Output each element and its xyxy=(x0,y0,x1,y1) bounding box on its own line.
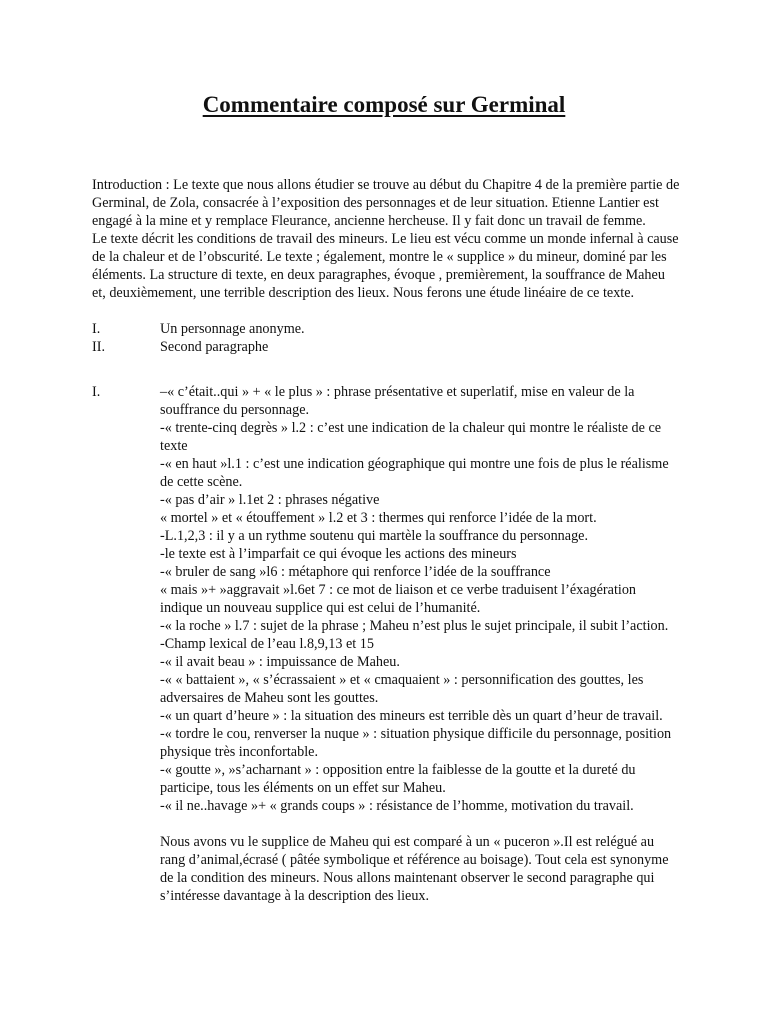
outline-list xyxy=(92,320,682,356)
analysis-item: -« un quart d’heure » : la situation des mineurs est terrible dès un quart d’heur de travail. xyxy=(160,708,663,724)
outline-number: II. xyxy=(92,339,105,355)
analysis-item: « mais »+ »aggravait »l.6et 7 : ce mot de liaison et ce verbe traduisent l’éxagération indique un nouveau supplice qui est celui de l’humanité. xyxy=(160,582,637,616)
analysis-item: -le texte est à l’imparfait ce qui évoque les actions des mineurs xyxy=(160,546,517,562)
outline-label: Un personnage anonyme. xyxy=(160,321,305,337)
analysis-item: -« la roche » l.7 : sujet de la phrase ; Maheu n’est plus le sujet principale, il subit l’action. xyxy=(160,618,669,634)
analysis-item: -« pas d’air » l.1et 2 : phrases négative xyxy=(160,492,380,508)
analysis-item: -L.1,2,3 : il y a un rythme soutenu qui martèle la souffrance du personnage. xyxy=(160,528,589,544)
analysis-item: -« en haut »l.1 : c’est une indication géographique qui montre une fois de plus le réalisme de cette scène. xyxy=(160,456,669,490)
outline-item xyxy=(92,338,682,356)
document-title: Commentaire composé sur Germinal xyxy=(202,92,566,117)
analysis-item: -« il avait beau » : impuissance de Maheu. xyxy=(160,654,400,670)
analysis-item: –« c’était..qui » + « le plus » : phrase présentative et superlatif, mise en valeur de la souffrance du personnage. xyxy=(160,384,635,418)
outline-label: Second paragraphe xyxy=(160,339,269,355)
analysis-item: « mortel » et « étouffement » l.2 et 3 : thermes qui renforce l’idée de la mort. xyxy=(160,510,597,526)
outline-item xyxy=(92,320,682,338)
section-one xyxy=(92,383,682,815)
intro-paragraph: Introduction : Le texte que nous allons étudier se trouve au début du Chapitre 4 de la première partie de Germinal, de Zola, consacrée à l’exposition des personnages et de leur situation. Etienne Lantier est engagé à la mine et y remplace Fleurance, ancienne hercheuse. Il y fait donc un travail de femme. xyxy=(92,177,680,229)
analysis-item: -Champ lexical de l’eau l.8,9,13 et 15 xyxy=(160,636,374,652)
section-number: I. xyxy=(92,384,101,400)
analysis-item: -« bruler de sang »l6 : métaphore qui renforce l’idée de la souffrance xyxy=(160,564,551,580)
analysis-item: -« goutte », »s’acharnant » : opposition entre la faiblesse de la goutte et la dureté du participe, tous les éléments on un effet sur Maheu. xyxy=(160,762,636,796)
intro-paragraph: Le texte décrit les conditions de travail des mineurs. Le lieu est vécu comme un monde infernal à cause de la chaleur et de l’obscurité. Le texte ; également, montre le « supplice » du mineur, dominé par les éléments. La structure di texte, en deux paragraphes, évoque , premièrement, la souffrance de Maheu et, deuxièmement, une terrible description des lieux. Nous ferons une étude linéaire de ce texte. xyxy=(92,231,679,301)
analysis-item: -« « battaient », « s’écrassaient » et « cmaquaient » : personnification des gouttes, les adversaires de Maheu sont les gouttes. xyxy=(160,672,644,706)
outline-number: I. xyxy=(92,321,101,337)
analysis-item: -« il ne..havage »+ « grands coups » : résistance de l’homme, motivation du travail. xyxy=(160,798,634,814)
analysis-item: -« tordre le cou, renverser la nuque » : situation physique difficile du personnage, position physique très inconfortable. xyxy=(160,726,672,760)
section-items xyxy=(160,383,682,815)
closing-paragraph: Nous avons vu le supplice de Maheu qui est comparé à un « puceron ».Il est relégué au rang d’animal,écrasé ( pâtée symbolique et référence au boisage). Tout cela est synonyme de la condition des mineurs. Nous allons maintenant observer le second paragraphe qui s’intéresse davantage à la description des lieux. xyxy=(160,834,669,904)
analysis-item: -« trente-cinq degrès » l.2 : c’est une indication de la chaleur qui montre le réaliste de ce texte xyxy=(160,420,662,454)
document-body xyxy=(92,176,682,905)
